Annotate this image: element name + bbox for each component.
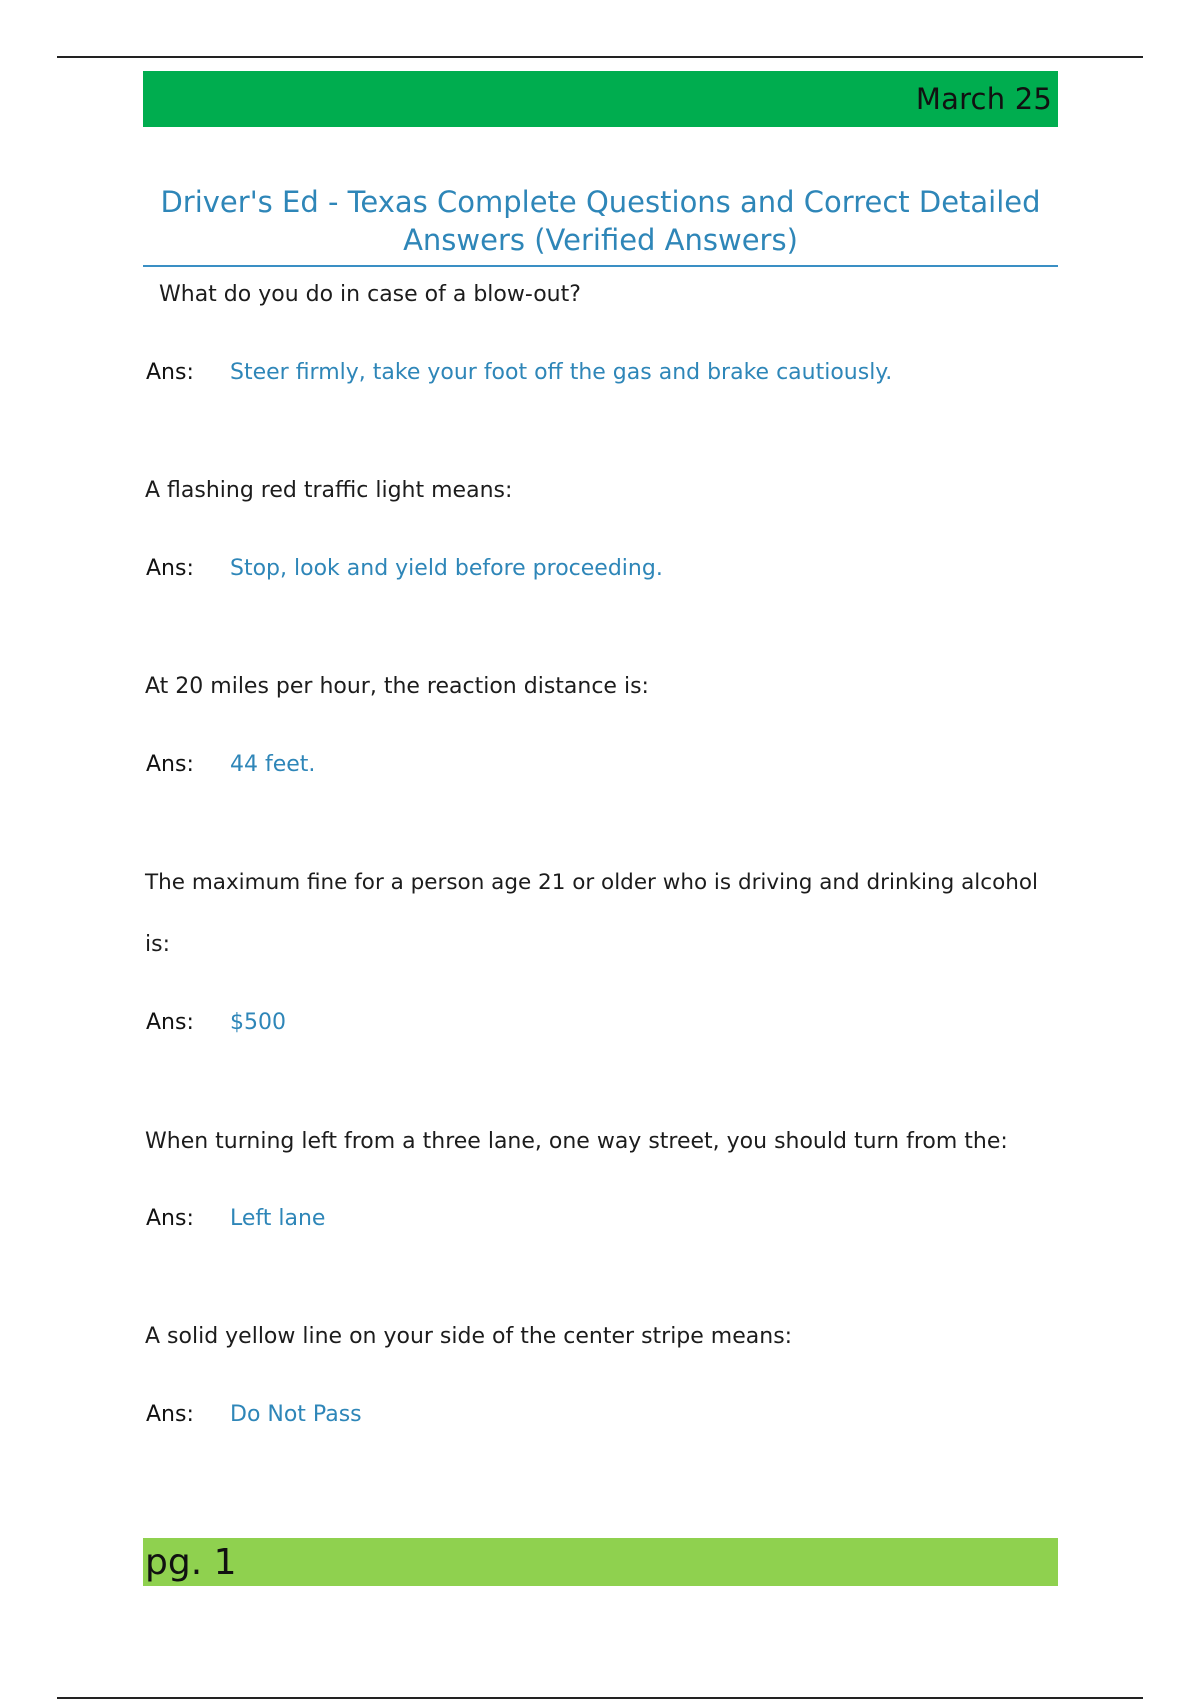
answer-row — [146, 1204, 325, 1234]
answer-text: $500 — [230, 1010, 286, 1035]
question-text-line-2: is: — [145, 932, 170, 957]
question-text: At 20 miles per hour, the reaction distance is: — [145, 674, 649, 699]
top-rule — [57, 56, 1143, 58]
answer-label: Ans: — [146, 1010, 194, 1035]
document-title-line-2: Answers (Verified Answers) — [403, 223, 798, 257]
question-text: A flashing red traffic light means: — [145, 478, 513, 503]
answer-text: 44 feet. — [230, 752, 316, 777]
bottom-rule — [57, 1697, 1143, 1699]
answer-text: Do Not Pass — [230, 1402, 362, 1427]
question-text: A solid yellow line on your side of the center stripe means: — [145, 1324, 793, 1349]
page-number: pg. 1 — [145, 1541, 237, 1583]
answer-row — [146, 358, 892, 388]
footer-bar — [143, 1538, 1058, 1586]
answer-row — [146, 554, 663, 584]
header-bar — [143, 71, 1058, 127]
document-title-line-1: Driver's Ed - Texas Complete Questions and Correct Detailed — [160, 185, 1041, 219]
answer-text: Steer firmly, take your foot off the gas and brake cautiously. — [230, 360, 893, 385]
header-date: March 25 — [915, 82, 1052, 116]
question-text: When turning left from a three lane, one way street, you should turn from the: — [145, 1129, 1008, 1154]
document-title-block — [143, 183, 1058, 267]
answer-text: Left lane — [230, 1206, 326, 1231]
answer-label: Ans: — [146, 1206, 194, 1231]
document-title — [143, 183, 1058, 259]
answer-label: Ans: — [146, 360, 194, 385]
answer-label: Ans: — [146, 556, 194, 581]
answer-row — [146, 750, 315, 780]
answer-label: Ans: — [146, 1402, 194, 1427]
question-text: What do you do in case of a blow-out? — [159, 282, 581, 307]
question-text-line-1: The maximum fine for a person age 21 or older who is driving and drinking alcohol — [145, 870, 1038, 895]
answer-row — [146, 1008, 286, 1038]
answer-text: Stop, look and yield before proceeding. — [230, 556, 663, 581]
answer-label: Ans: — [146, 752, 194, 777]
answer-row — [146, 1400, 362, 1430]
